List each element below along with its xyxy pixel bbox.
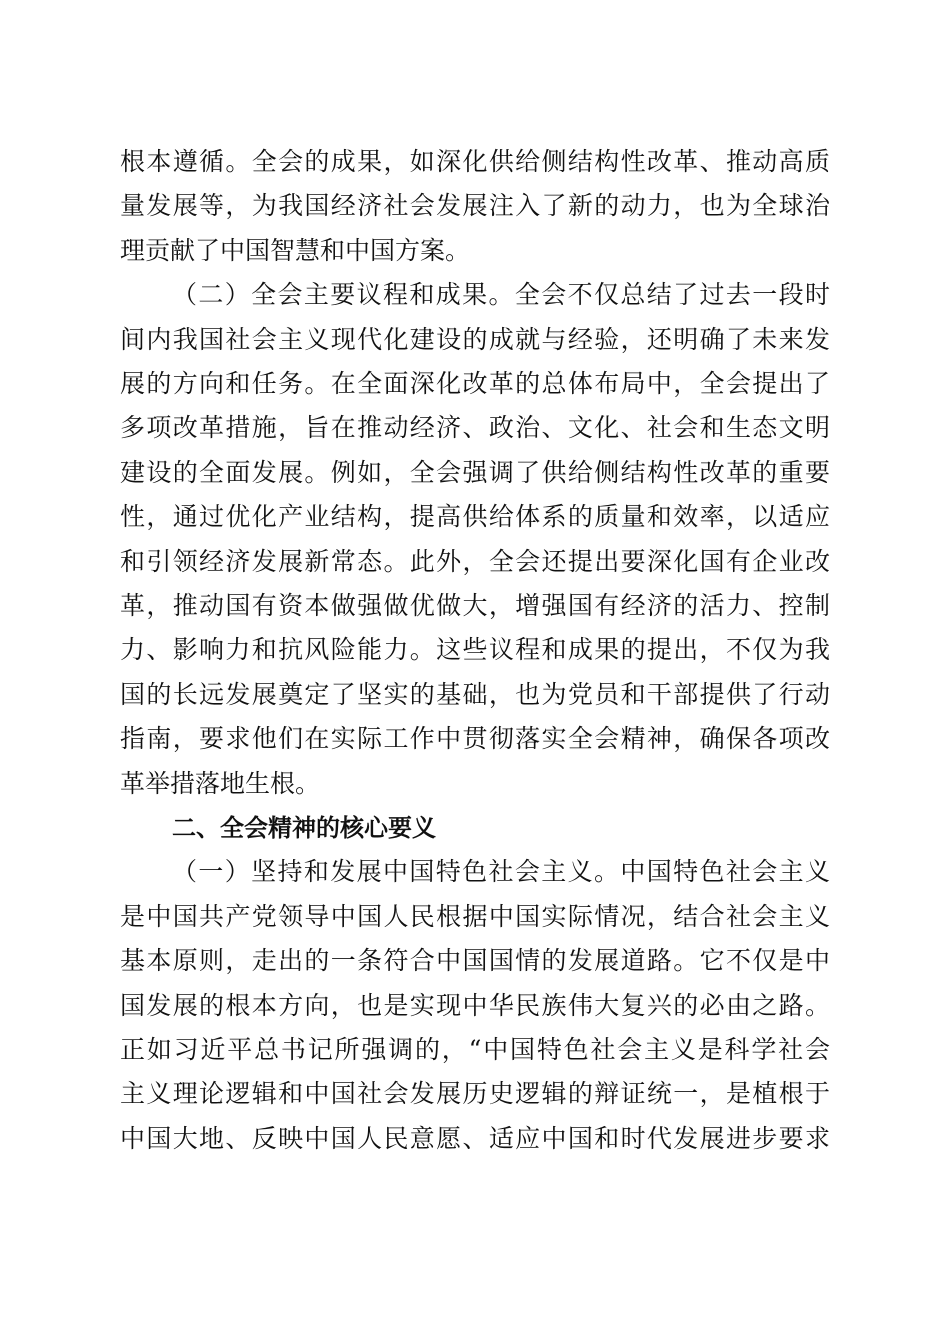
text-line: 性，通过优化产业结构，提高供给体系的质量和效率，以适应	[120, 502, 830, 532]
text-line: （一）坚持和发展中国特色社会主义。中国特色社会主义	[172, 857, 830, 887]
text-line: 国发展的根本方向，也是实现中华民族伟大复兴的必由之路。	[120, 990, 830, 1020]
section-heading: 二、全会精神的核心要义	[172, 814, 436, 842]
text-line: 理贡献了中国智慧和中国方案。	[120, 235, 471, 265]
text-line: 根本遵循。全会的成果，如深化供给侧结构性改革、推动高质	[120, 147, 830, 176]
text-line: 正如习近平总书记所强调的，“中国特色社会主义是科学社会	[120, 1035, 830, 1064]
text-line: 主义理论逻辑和中国社会发展历史逻辑的辩证统一，是植根于	[120, 1079, 830, 1109]
text-line: 多项改革措施，旨在推动经济、政治、文化、社会和生态文明	[120, 413, 830, 443]
text-line: 指南，要求他们在实际工作中贯彻落实全会精神，确保各项改	[120, 724, 830, 754]
text-line: 量发展等，为我国经济社会发展注入了新的动力，也为全球治	[120, 191, 830, 221]
text-line: （二）全会主要议程和成果。全会不仅总结了过去一段时	[172, 280, 830, 310]
text-line: 力、影响力和抗风险能力。这些议程和成果的提出，不仅为我	[120, 635, 830, 665]
text-line: 中国大地、反映中国人民意愿、适应中国和时代发展进步要求	[120, 1123, 830, 1153]
text-line: 和引领经济发展新常态。此外，全会还提出要深化国有企业改	[120, 546, 830, 576]
text-line: 展的方向和任务。在全面深化改革的总体布局中，全会提出了	[120, 369, 830, 398]
text-line: 基本原则，走出的一条符合中国国情的发展道路。它不仅是中	[120, 946, 830, 976]
text-line: 革，推动国有资本做强做优做大，增强国有经济的活力、控制	[120, 591, 830, 620]
text-line: 间内我国社会主义现代化建设的成就与经验，还明确了未来发	[120, 324, 830, 354]
text-line: 建设的全面发展。例如，全会强调了供给侧结构性改革的重要	[120, 457, 830, 487]
text-line: 是中国共产党领导中国人民根据中国实际情况，结合社会主义	[120, 901, 830, 931]
text-line: 国的长远发展奠定了坚实的基础，也为党员和干部提供了行动	[120, 679, 830, 709]
text-line: 革举措落地生根。	[120, 768, 321, 798]
